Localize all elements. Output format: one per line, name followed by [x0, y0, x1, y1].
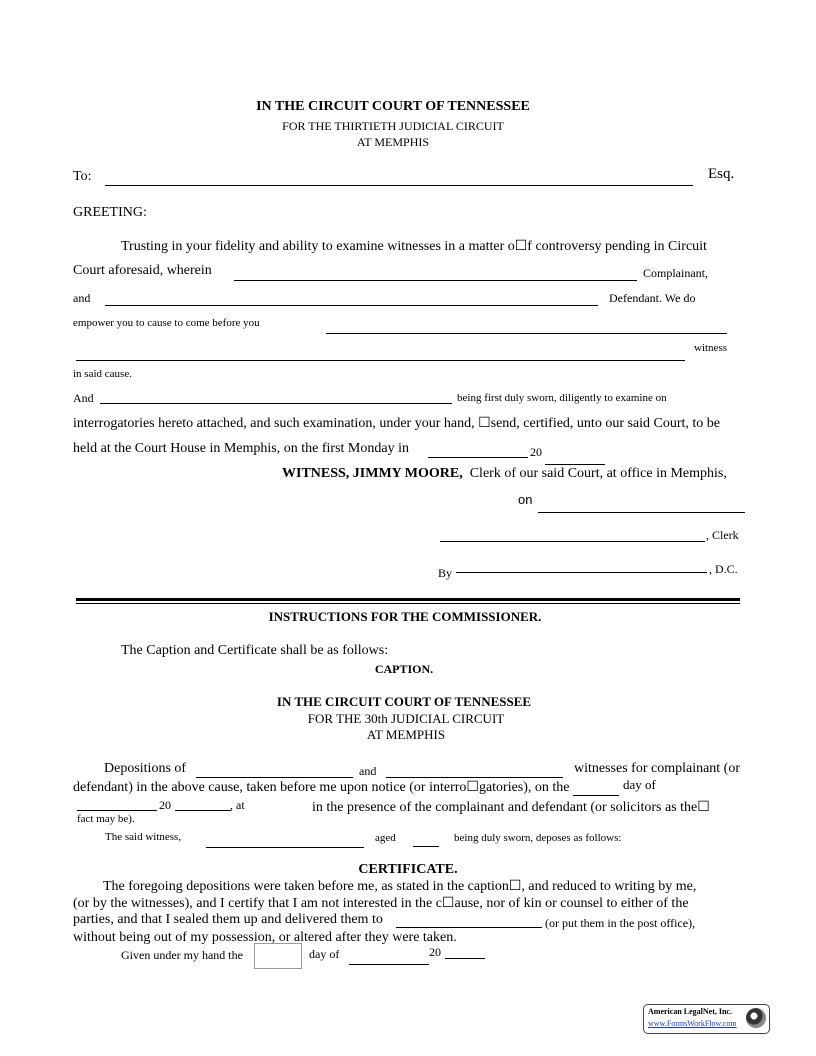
- examiner-field[interactable]: [100, 403, 452, 404]
- on-date-field[interactable]: [538, 512, 745, 513]
- and-label: and: [73, 291, 91, 305]
- greeting-label: GREETING:: [73, 205, 147, 220]
- given-year-prefix: 20: [429, 945, 441, 959]
- complainant-field[interactable]: [234, 280, 637, 281]
- witness-clerk-name: WITNESS, JIMMY MOORE,: [282, 466, 463, 481]
- given-label: Given under my hand the: [121, 948, 243, 962]
- witness-clerk-line: [282, 466, 727, 482]
- delivered-to-field[interactable]: [396, 927, 542, 928]
- certificate-title: CERTIFICATE.: [358, 862, 458, 877]
- caption-intro: The Caption and Certificate shall be as follows:: [121, 643, 389, 658]
- witness-clerk-rest: Clerk of our said Court, at office in Memphis,: [469, 466, 727, 481]
- deponent1-field[interactable]: [196, 777, 353, 778]
- section-divider-thin: [76, 603, 740, 604]
- logo-company-name: American LegalNet, Inc.: [648, 1007, 732, 1016]
- witnesses-for-label: witnesses for complainant (or: [574, 761, 741, 776]
- empower-field[interactable]: [326, 333, 727, 334]
- instructions-title: INSTRUCTIONS FOR THE COMMISSIONER.: [268, 609, 542, 624]
- defendant-line: defendant) in the above cause, taken before me upon notice (or interro☐gatories), on the: [73, 780, 570, 795]
- year-field[interactable]: [545, 464, 605, 465]
- caption-circuit: FOR THE 30th JUDICIAL CIRCUIT: [307, 711, 505, 726]
- complainant-label: Complainant,: [643, 266, 708, 280]
- certificate-line3: parties, and that I sealed them up and delivered them to: [73, 912, 383, 927]
- said-witness-label: The said witness,: [105, 831, 182, 843]
- defendant-field[interactable]: [105, 305, 598, 306]
- to-label: To:: [73, 169, 92, 184]
- certificate-line2: (or by the witnesses), and I certify that I am not interested in the c☐ause, nor of kin or counsel to either of the: [73, 896, 689, 911]
- to-field[interactable]: [105, 185, 693, 186]
- trust-paragraph-line1: Trusting in your fidelity and ability to examine witnesses in a matter o☐f controversy pending in Circuit: [121, 239, 707, 254]
- post-office-text: (or put them in the post office),: [545, 916, 696, 930]
- caption-at-label: , at: [230, 798, 245, 812]
- held-line: held at the Court House in Memphis, on the first Monday in: [73, 441, 409, 456]
- witness-label: witness: [694, 342, 727, 354]
- certificate-line1: The foregoing depositions were taken before me, as stated in the caption☐, and reduced to writing by me,: [103, 879, 697, 894]
- given-month-field[interactable]: [349, 964, 429, 965]
- section-divider-thick: [76, 598, 740, 601]
- said-witness-field[interactable]: [206, 847, 364, 848]
- month-field[interactable]: [428, 457, 528, 458]
- location-subtitle: AT MEMPHIS: [356, 135, 430, 149]
- witness-name-field[interactable]: [76, 360, 685, 361]
- given-day-field[interactable]: [254, 943, 302, 969]
- clerk-label: , Clerk: [706, 528, 739, 542]
- caption-court-title: IN THE CIRCUIT COURT OF TENNESSEE: [276, 694, 532, 709]
- trust-paragraph-line2: Court aforesaid, wherein: [73, 263, 212, 278]
- caption-month-field[interactable]: [77, 810, 157, 811]
- interrogatories-line: interrogatories hereto attached, and such examination, under your hand, ☐send, certified, unto our said Court, to be: [73, 416, 721, 431]
- dc-label: , D.C.: [709, 562, 738, 576]
- sworn-text: being first duly sworn, diligently to examine on: [457, 392, 667, 404]
- on-label: on: [518, 492, 533, 507]
- empower-label: empower you to cause to come before you: [73, 317, 260, 329]
- year-prefix: 20: [530, 445, 542, 459]
- caption-title: CAPTION.: [374, 662, 434, 676]
- aged-label: aged: [375, 832, 396, 844]
- by-label: By: [438, 566, 453, 580]
- given-day-of: day of: [309, 947, 340, 961]
- depositions-of-label: Depositions of: [104, 761, 187, 776]
- caption-year-field[interactable]: [175, 810, 231, 811]
- age-field[interactable]: [413, 846, 439, 847]
- duly-sworn-text: being duly sworn, deposes as follows:: [454, 832, 622, 844]
- and-label-2: and: [359, 764, 377, 778]
- given-year-field[interactable]: [445, 958, 485, 959]
- deponent2-field[interactable]: [386, 777, 563, 778]
- certificate-line4: without being out of my possession, or altered after they were taken.: [73, 930, 457, 945]
- defendant-label: Defendant. We do: [609, 291, 696, 305]
- fact-may-be: fact may be).: [77, 813, 135, 825]
- clerk-signature-field[interactable]: [440, 541, 705, 542]
- globe-icon: [746, 1008, 766, 1028]
- deputy-signature-field[interactable]: [456, 572, 707, 573]
- american-legalnet-logo[interactable]: [643, 1004, 770, 1034]
- esq-label: Esq.: [708, 166, 735, 182]
- court-title: IN THE CIRCUIT COURT OF TENNESSEE: [256, 99, 530, 114]
- caption-day-field[interactable]: [573, 795, 619, 796]
- logo-website-link[interactable]: www.FormsWorkFlow.com: [648, 1019, 737, 1028]
- caption-day-of: day of: [623, 777, 656, 792]
- and2-label: And: [73, 391, 94, 405]
- caption-year-prefix: 20: [159, 798, 171, 812]
- in-said-cause-label: in said cause.: [73, 368, 132, 380]
- circuit-subtitle: FOR THE THIRTIETH JUDICIAL CIRCUIT: [282, 119, 504, 133]
- caption-location: AT MEMPHIS: [366, 727, 446, 742]
- presence-text: in the presence of the complainant and defendant (or solicitors as the☐: [312, 800, 710, 815]
